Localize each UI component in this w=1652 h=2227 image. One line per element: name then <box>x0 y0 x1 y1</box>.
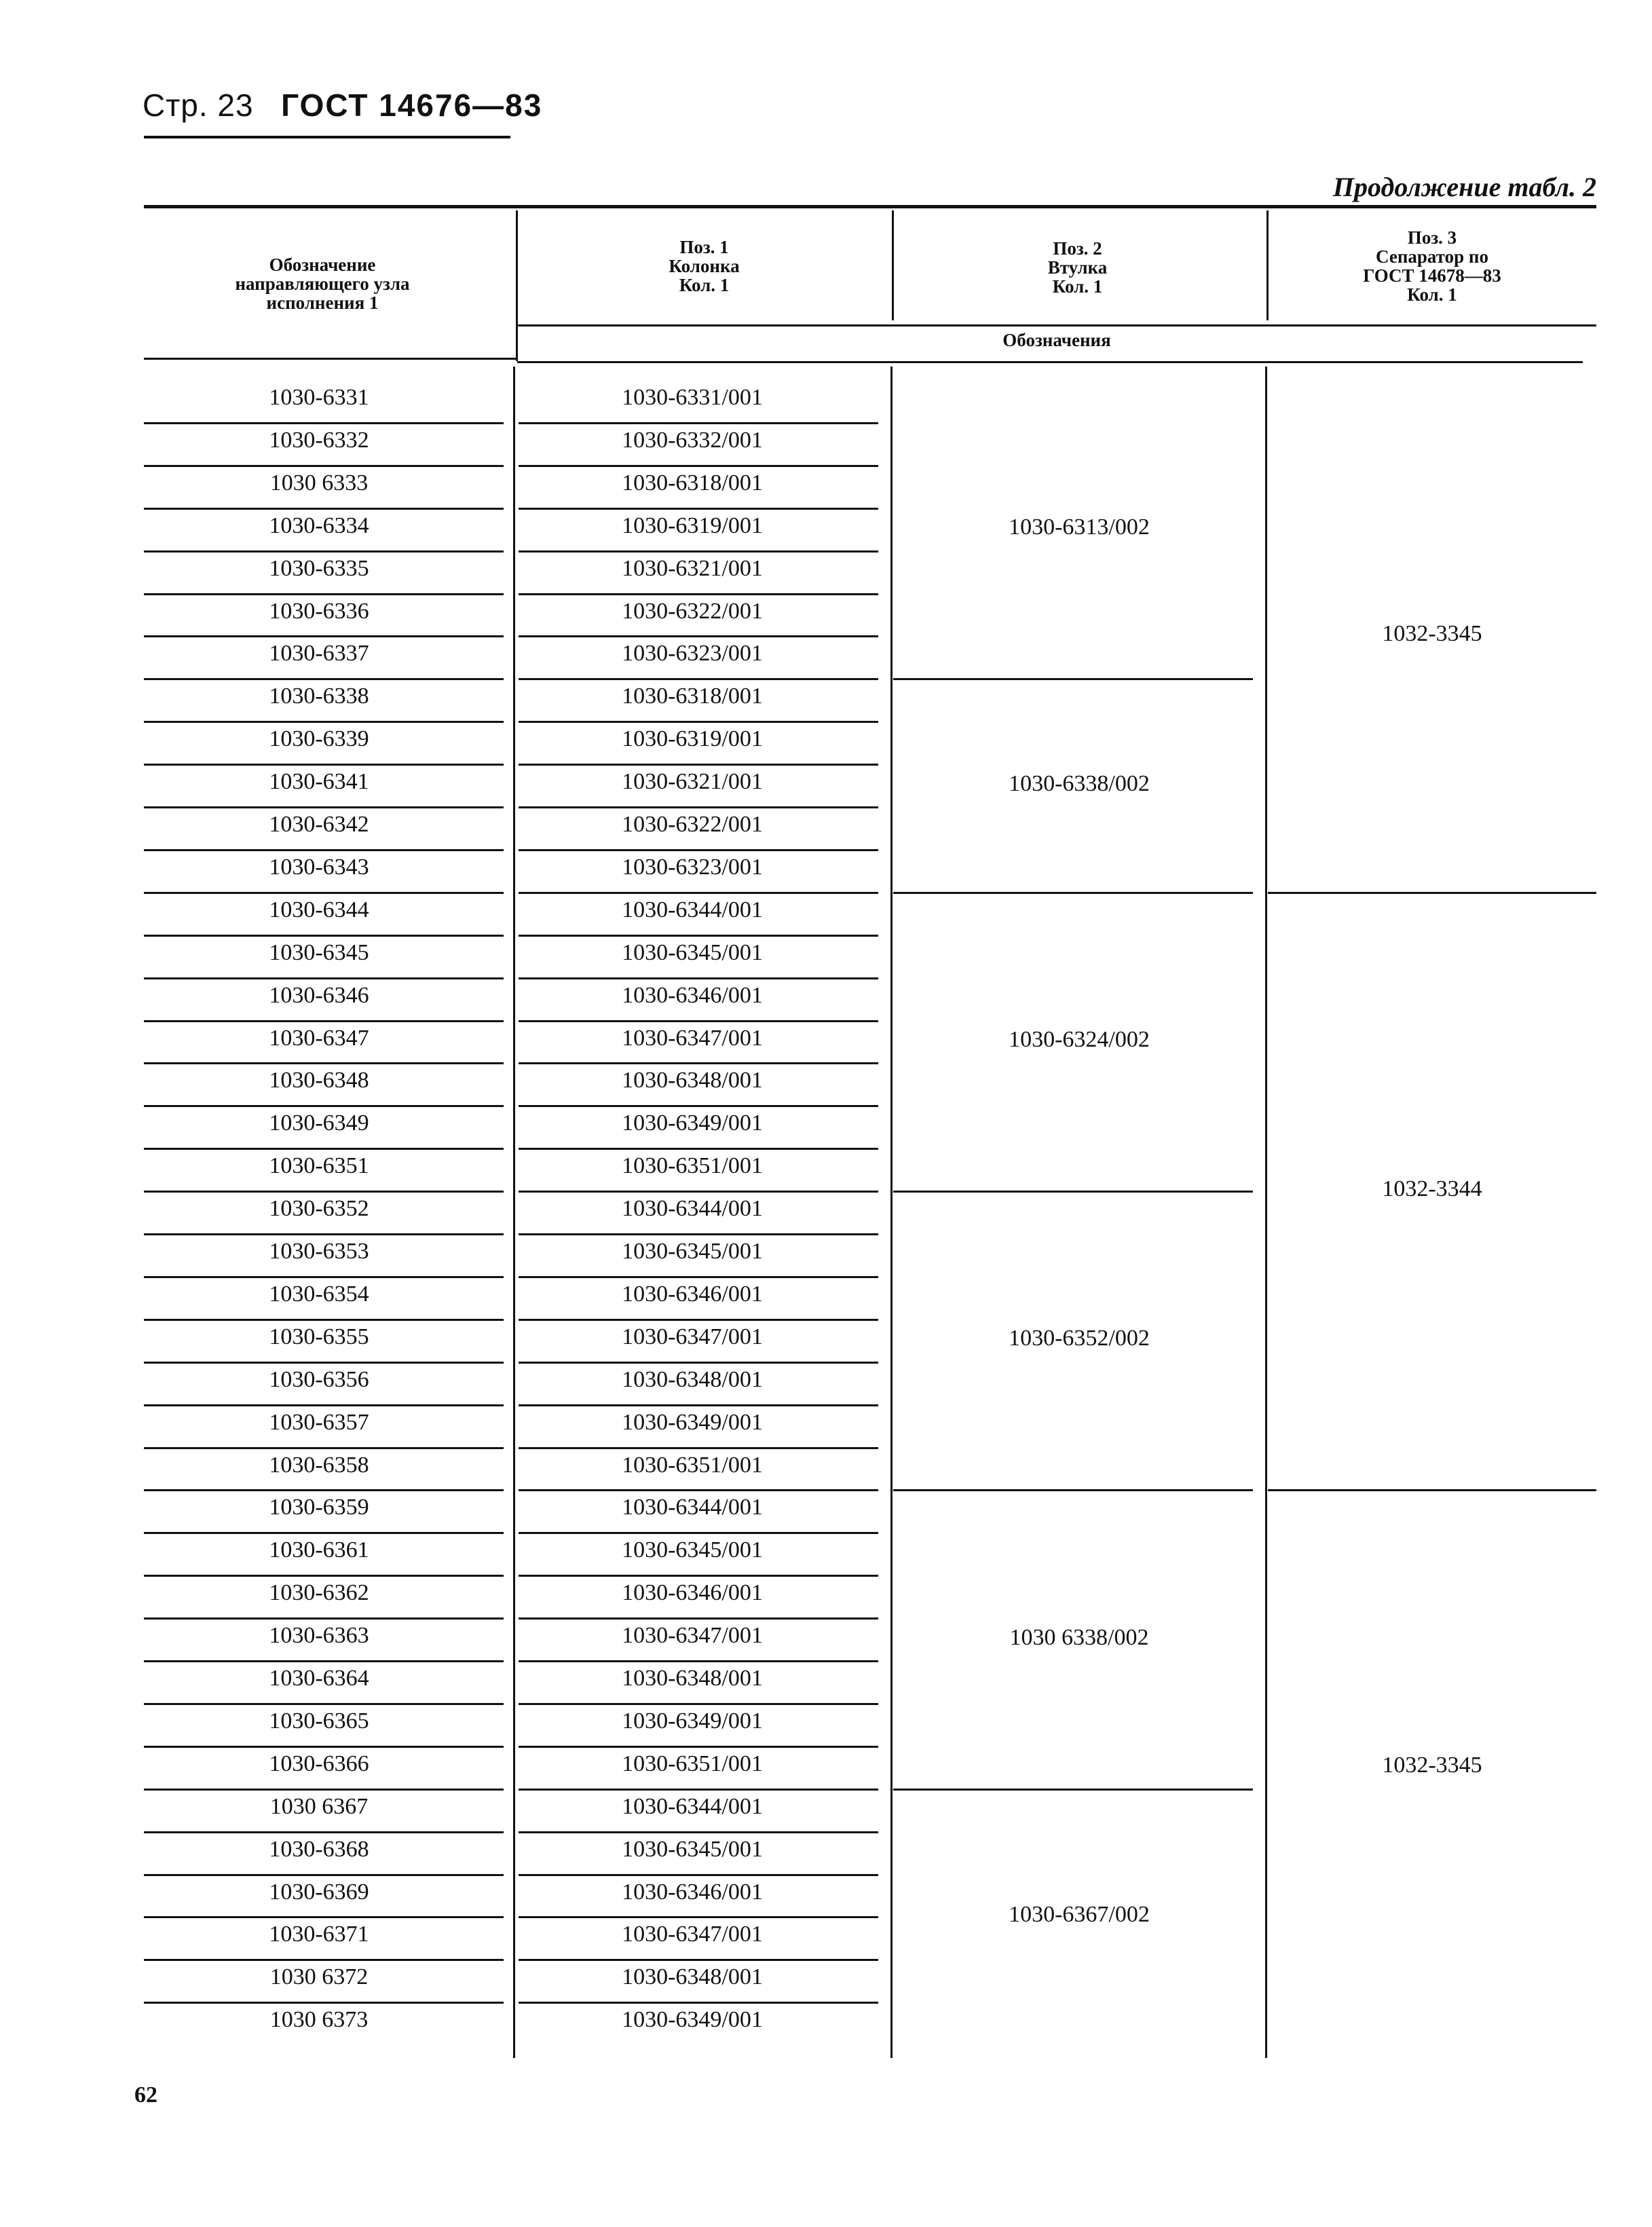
row-rule <box>144 1874 504 1876</box>
column-part-cell: 1030-6318/001 <box>622 470 763 495</box>
assembly-designation-cell: 1030 6373 <box>269 2007 369 2033</box>
row-rule <box>144 635 504 637</box>
assembly-designation-cell: 1030-6356 <box>269 1366 369 1392</box>
table-continuation-label: Продолжение табл. 2 <box>1332 172 1596 202</box>
assembly-designation-cell: 1030-6342 <box>269 812 369 837</box>
assembly-designation-cell: 1030-6332 <box>269 427 369 453</box>
row-rule <box>519 721 878 723</box>
page-header <box>143 87 542 124</box>
bushing-part-cell: 1030 6338/002 <box>1009 1624 1149 1650</box>
assembly-designation-cell: 1030-6357 <box>269 1409 369 1435</box>
column-part-cell: 1030-6346/001 <box>622 982 763 1008</box>
row-rule <box>519 1746 878 1748</box>
row-rule <box>144 550 504 553</box>
row-rule <box>519 1874 878 1876</box>
row-rule <box>519 1916 878 1918</box>
assembly-designation-cell: 1030-6334 <box>269 512 369 538</box>
row-rule <box>519 1020 878 1022</box>
row-rule <box>144 678 504 680</box>
row-rule <box>144 1362 504 1364</box>
bushing-part-cell: 1030-6338/002 <box>1009 770 1150 796</box>
bushing-part-cell: 1030-6324/002 <box>1009 1026 1150 1052</box>
row-rule <box>144 935 504 937</box>
column-part-cell: 1030-6347/001 <box>622 1025 763 1051</box>
row-rule <box>144 806 504 808</box>
assembly-designation-cell: 1030-6369 <box>269 1879 369 1905</box>
row-rule <box>144 1233 504 1235</box>
column-part-cell: 1030-6332/001 <box>622 427 763 453</box>
assembly-designation-cell: 1030-6366 <box>269 1751 369 1776</box>
row-rule <box>144 1575 504 1577</box>
row-rule <box>144 1532 504 1534</box>
row-rule <box>519 1447 878 1449</box>
column-part-cell: 1030-6347/001 <box>622 1623 763 1649</box>
column-part-cell: 1030-6319/001 <box>622 512 763 538</box>
row-rule <box>519 422 878 424</box>
row-rule <box>144 849 504 851</box>
row-rule <box>519 977 878 979</box>
row-rule <box>519 508 878 510</box>
row-rule <box>519 1062 878 1064</box>
column-part-cell: 1030-6349/001 <box>622 1409 763 1435</box>
assembly-designation-cell: 1030-6339 <box>269 726 369 752</box>
assembly-designation-cell: 1030-6343 <box>269 854 369 880</box>
column-part-cell: 1030-6345/001 <box>622 939 763 965</box>
row-rule <box>144 508 504 510</box>
assembly-designation-cell: 1030 6372 <box>269 1964 369 1990</box>
column-part-cell: 1030-6345/001 <box>622 1537 763 1563</box>
assembly-designation-cell: 1030-6335 <box>269 555 369 581</box>
column-part-cell: 1030-6319/001 <box>622 726 763 752</box>
column-header-line: Втулка <box>1047 257 1108 278</box>
row-rule <box>519 635 878 637</box>
column-header-line: Сепаратор по <box>1376 246 1488 267</box>
row-rule <box>519 1105 878 1107</box>
assembly-designation-cell: 1030-6351 <box>269 1153 369 1179</box>
column-part-cell: 1030-6349/001 <box>622 2007 763 2033</box>
row-rule <box>519 1362 878 1364</box>
column-part-cell: 1030-6351/001 <box>622 1452 763 1478</box>
bushing-part-cell: 1030-6352/002 <box>1009 1326 1150 1351</box>
page-number: 62 <box>134 2082 157 2108</box>
row-rule <box>144 1789 504 1791</box>
assembly-designation-cell: 1030-6345 <box>269 939 369 965</box>
row-rule <box>519 1489 878 1491</box>
row-rule <box>144 1489 504 1491</box>
column-header-line: исполнения 1 <box>266 293 379 313</box>
assembly-designation-cell: 1030-6361 <box>269 1537 369 1563</box>
row-rule <box>144 2002 504 2004</box>
assembly-designation-cell: 1030 6333 <box>269 470 369 495</box>
column-header-line: Поз. 2 <box>1053 238 1102 259</box>
row-rule <box>144 1191 504 1193</box>
row-rule <box>519 550 878 553</box>
group-rule <box>893 1789 1253 1791</box>
column-part-cell: 1030-6344/001 <box>622 1793 763 1819</box>
column-part-cell: 1030-6323/001 <box>622 854 763 880</box>
assembly-designation-cell: 1030 6367 <box>269 1793 369 1819</box>
row-rule <box>144 1660 504 1662</box>
column-part-cell: 1030-6345/001 <box>622 1239 763 1264</box>
bushing-part-cell: 1030-6367/002 <box>1009 1902 1150 1928</box>
column-divider <box>516 210 518 361</box>
row-rule <box>519 1789 878 1791</box>
row-rule <box>144 1703 504 1705</box>
row-rule <box>519 849 878 851</box>
column-part-cell: 1030-6346/001 <box>622 1879 763 1905</box>
page-label: Стр. 23 <box>143 88 254 123</box>
column-part-cell: 1030-6321/001 <box>622 555 763 581</box>
row-rule <box>144 1746 504 1748</box>
column-header-pos1 <box>519 238 889 295</box>
assembly-designation-cell: 1030-6336 <box>269 598 369 624</box>
assembly-designation-cell: 1030-6348 <box>269 1068 369 1093</box>
column-part-cell: 1030-6321/001 <box>622 769 763 795</box>
assembly-designation-cell: 1030-6331 <box>269 385 369 410</box>
row-rule <box>519 892 878 894</box>
row-rule <box>144 1916 504 1918</box>
assembly-designation-cell: 1030-6355 <box>269 1324 369 1349</box>
row-rule <box>519 1575 878 1577</box>
column-divider <box>1265 367 1267 2058</box>
row-rule <box>144 1959 504 1961</box>
column-part-cell: 1030-6323/001 <box>622 641 763 667</box>
column-part-cell: 1030-6349/001 <box>622 1110 763 1136</box>
assembly-designation-cell: 1030-6359 <box>269 1495 369 1520</box>
table-top-rule <box>144 205 1596 208</box>
assembly-designation-cell: 1030-6349 <box>269 1110 369 1136</box>
row-rule <box>144 1447 504 1449</box>
row-rule <box>144 1105 504 1107</box>
column-header-line: Кол. 1 <box>1407 284 1457 305</box>
column-header-pos2 <box>893 239 1262 296</box>
column-header-line: Поз. 3 <box>1407 227 1457 248</box>
column-part-cell: 1030-6347/001 <box>622 1324 763 1349</box>
row-rule <box>519 1660 878 1662</box>
row-rule <box>519 678 878 680</box>
row-rule <box>144 1276 504 1278</box>
row-rule <box>144 1319 504 1321</box>
row-rule <box>144 593 504 595</box>
subheader-top-rule <box>517 324 1596 326</box>
row-rule <box>519 1404 878 1406</box>
column-part-cell: 1030-6348/001 <box>622 1666 763 1691</box>
assembly-designation-cell: 1030-6354 <box>269 1281 369 1307</box>
column-part-cell: 1030-6345/001 <box>622 1836 763 1862</box>
column-divider <box>892 210 894 320</box>
column-part-cell: 1030-6351/001 <box>622 1751 763 1776</box>
column-header-line: Кол. 1 <box>679 275 730 295</box>
row-rule <box>519 935 878 937</box>
row-rule <box>144 892 504 894</box>
row-rule <box>519 1319 878 1321</box>
row-rule <box>519 1233 878 1235</box>
column-divider <box>890 367 893 2058</box>
subheader-designations: Обозначения <box>1002 330 1111 350</box>
row-rule <box>519 1532 878 1534</box>
group-rule <box>1268 892 1596 894</box>
assembly-designation-cell: 1030-6341 <box>269 769 369 795</box>
column-divider <box>513 367 515 2058</box>
row-rule <box>519 1276 878 1278</box>
row-rule <box>144 764 504 766</box>
separator-part-cell: 1032-3345 <box>1382 1753 1482 1778</box>
column-part-cell: 1030-6349/001 <box>622 1708 763 1734</box>
header-underline <box>144 136 510 138</box>
column-part-cell: 1030-6322/001 <box>622 812 763 837</box>
row-rule <box>144 1062 504 1064</box>
separator-part-cell: 1032-3344 <box>1382 1176 1482 1202</box>
assembly-designation-cell: 1030-6358 <box>269 1452 369 1478</box>
row-rule <box>144 1020 504 1022</box>
row-rule <box>144 721 504 723</box>
column-header-designation <box>146 255 499 312</box>
column-part-cell: 1030-6348/001 <box>622 1068 763 1093</box>
column-part-cell: 1030-6344/001 <box>622 1495 763 1520</box>
row-rule <box>519 1959 878 1961</box>
row-rule <box>519 465 878 467</box>
column-header-pos3 <box>1269 228 1595 304</box>
separator-part-cell: 1032-3345 <box>1382 621 1482 647</box>
assembly-designation-cell: 1030-6353 <box>269 1239 369 1264</box>
column-part-cell: 1030-6348/001 <box>622 1366 763 1392</box>
column-part-cell: 1030-6347/001 <box>622 1922 763 1947</box>
row-rule <box>519 806 878 808</box>
column-part-cell: 1030-6346/001 <box>622 1580 763 1606</box>
row-rule <box>519 1148 878 1150</box>
row-rule <box>519 764 878 766</box>
header-bottom-rule <box>144 358 517 360</box>
assembly-designation-cell: 1030-6344 <box>269 897 369 922</box>
column-header-line: ГОСТ 14678—83 <box>1363 265 1501 286</box>
standard-title: ГОСТ 14676—83 <box>281 88 543 123</box>
group-rule <box>893 892 1253 894</box>
row-rule <box>519 1617 878 1620</box>
column-part-cell: 1030-6348/001 <box>622 1964 763 1990</box>
assembly-designation-cell: 1030-6347 <box>269 1025 369 1051</box>
row-rule <box>144 1617 504 1620</box>
row-rule <box>144 1831 504 1833</box>
column-header-line: Поз. 1 <box>679 237 729 257</box>
column-part-cell: 1030-6331/001 <box>622 385 763 410</box>
assembly-designation-cell: 1030-6362 <box>269 1580 369 1606</box>
bushing-part-cell: 1030-6313/002 <box>1009 514 1150 540</box>
row-rule <box>144 1404 504 1406</box>
assembly-designation-cell: 1030-6338 <box>269 684 369 709</box>
column-part-cell: 1030-6322/001 <box>622 598 763 624</box>
row-rule <box>144 465 504 467</box>
column-header-line: Колонка <box>669 256 740 276</box>
assembly-designation-cell: 1030-6363 <box>269 1623 369 1649</box>
assembly-designation-cell: 1030-6346 <box>269 982 369 1008</box>
row-rule <box>519 2002 878 2004</box>
group-rule <box>893 1489 1253 1491</box>
row-rule <box>519 1831 878 1833</box>
assembly-designation-cell: 1030-6365 <box>269 1708 369 1734</box>
row-rule <box>519 1703 878 1705</box>
column-header-line: Обозначение <box>269 255 376 275</box>
column-part-cell: 1030-6344/001 <box>622 1196 763 1222</box>
column-part-cell: 1030-6351/001 <box>622 1153 763 1179</box>
row-rule <box>519 593 878 595</box>
row-rule <box>519 1191 878 1193</box>
column-part-cell: 1030-6344/001 <box>622 897 763 922</box>
column-part-cell: 1030-6318/001 <box>622 684 763 709</box>
assembly-designation-cell: 1030-6371 <box>269 1922 369 1947</box>
column-header-line: Кол. 1 <box>1052 276 1103 297</box>
assembly-designation-cell: 1030-6368 <box>269 1836 369 1862</box>
column-part-cell: 1030-6346/001 <box>622 1281 763 1307</box>
group-rule <box>893 1191 1253 1193</box>
header-bottom-rule <box>517 361 1583 363</box>
column-header-line: направляющего узла <box>235 274 410 294</box>
group-rule <box>1268 1489 1596 1491</box>
column-divider <box>1266 210 1269 320</box>
group-rule <box>893 678 1253 680</box>
row-rule <box>144 1148 504 1150</box>
row-rule <box>144 422 504 424</box>
assembly-designation-cell: 1030-6337 <box>269 641 369 667</box>
row-rule <box>144 977 504 979</box>
assembly-designation-cell: 1030-6352 <box>269 1196 369 1222</box>
assembly-designation-cell: 1030-6364 <box>269 1666 369 1691</box>
